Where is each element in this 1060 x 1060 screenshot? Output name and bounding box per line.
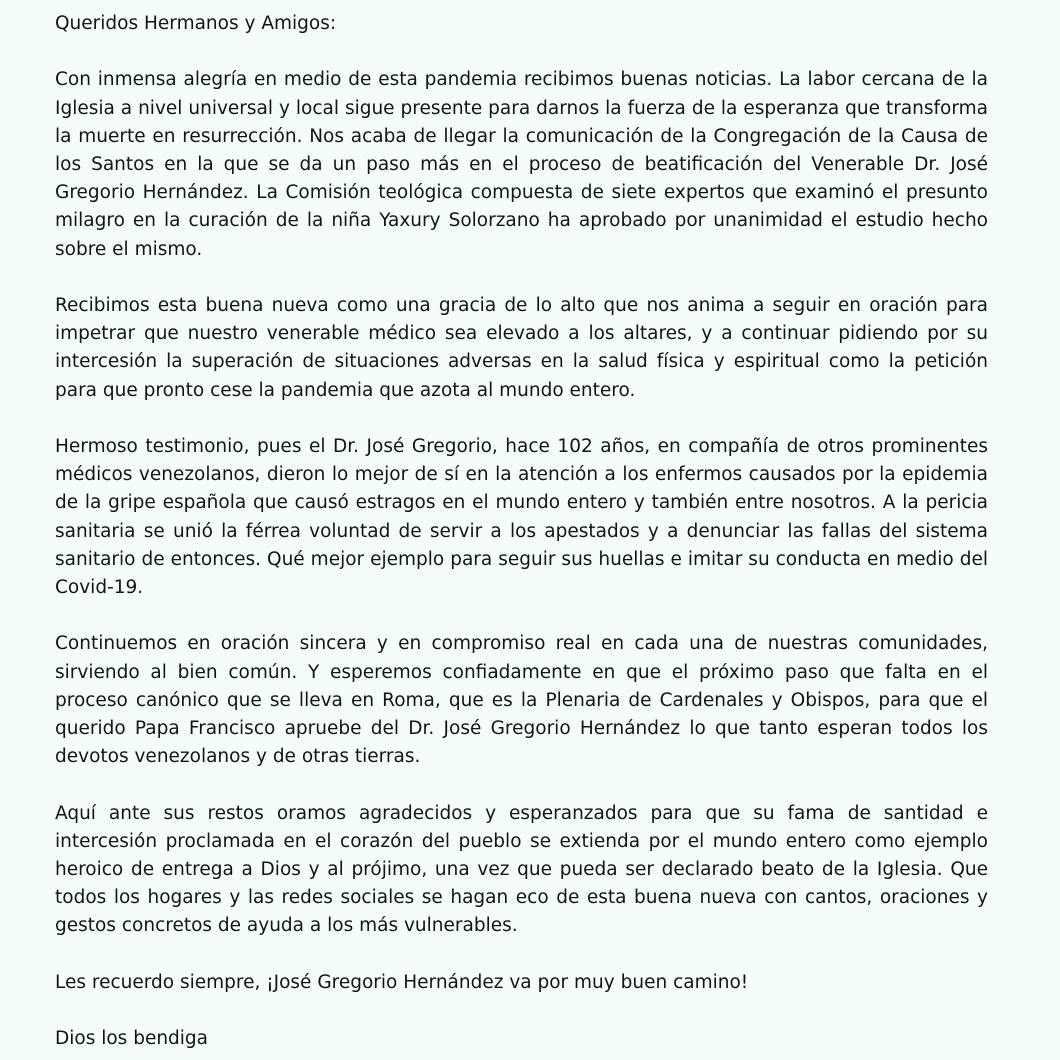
letter-blessing: Dios los bendiga: [55, 1028, 209, 1050]
letter-paragraph-1: Con inmensa alegría en medio de esta pandemia recibimos buenas noticias. La labor cercana de la Iglesia a nivel universal y local sigue presente para darnos la fuerza de la esperanza que transforma la muerte en resurrección. Nos acaba de llegar la comunicación de la Congregación de la Causa de los Santos en la que se da un paso más en el proceso de beatificación del Venerable Dr. José Gregorio Hernández. La Comisión teológica compuesta de siete expertos que examinó el presunto milagro en la curación de la niña Yaxury Solorzano ha aprobado por unanimidad el estudio hecho sobre el mismo.: [55, 69, 988, 260]
letter-paragraph-5: Aquí ante sus restos oramos agradecidos y esperanzados para que su fama de santidad e intercesión proclamada en el corazón del pueblo se extienda por el mundo entero como ejemplo heroico de entrega a Dios y al prójimo, una vez que pueda ser declarado beato de la Iglesia. Que todos los hogares y las redes sociales se hagan eco de esta buena nueva con cantos, oraciones y gestos concretos de ayuda a los más vulnerables.: [55, 802, 988, 937]
letter-salutation: Queridos Hermanos y Amigos:: [55, 13, 337, 34]
letter-paragraph-2: Recibimos esta buena nueva como una gracia de lo alto que nos anima a seguir en oración para impetrar que nuestro venerable médico sea elevado a los altares, y a continuar pidiendo por su intercesión la superación de situaciones adversas en la salud física y espiritual como la petición para que pronto cese la pandemia que azota al mundo entero.: [55, 295, 988, 401]
letter-closing-line: Les recuerdo siempre, ¡José Gregorio Hernández va por muy buen camino!: [55, 971, 749, 993]
letter-paragraph-3: Hermoso testimonio, pues el Dr. José Gregorio, hace 102 años, en compañía de otros prominentes médicos venezolanos, dieron lo mejor de sí en la atención a los enfermos causados por la epidemia de la gripe española que causó estragos en el mundo entero y también entre nosotros. A la pericia sanitaria se unió la férrea voluntad de servir a los apestados y a denunciar las fallas del sistema sanitario de entonces. Qué mejor ejemplo para seguir sus huellas e imitar su conducta en medio del Covid-19.: [55, 436, 988, 599]
letter-paragraph-4: Continuemos en oración sincera y en compromiso real en cada una de nuestras comunidades, sirviendo al bien común. Y esperemos confiadamente en que el próximo paso que falta en el proceso canónico que se lleva en Roma, que es la Plenaria de Cardenales y Obispos, para que el querido Papa Francisco apruebe del Dr. José Gregorio Hernández lo que tanto esperan todos los devotos venezolanos y de otras tierras.: [55, 633, 988, 768]
